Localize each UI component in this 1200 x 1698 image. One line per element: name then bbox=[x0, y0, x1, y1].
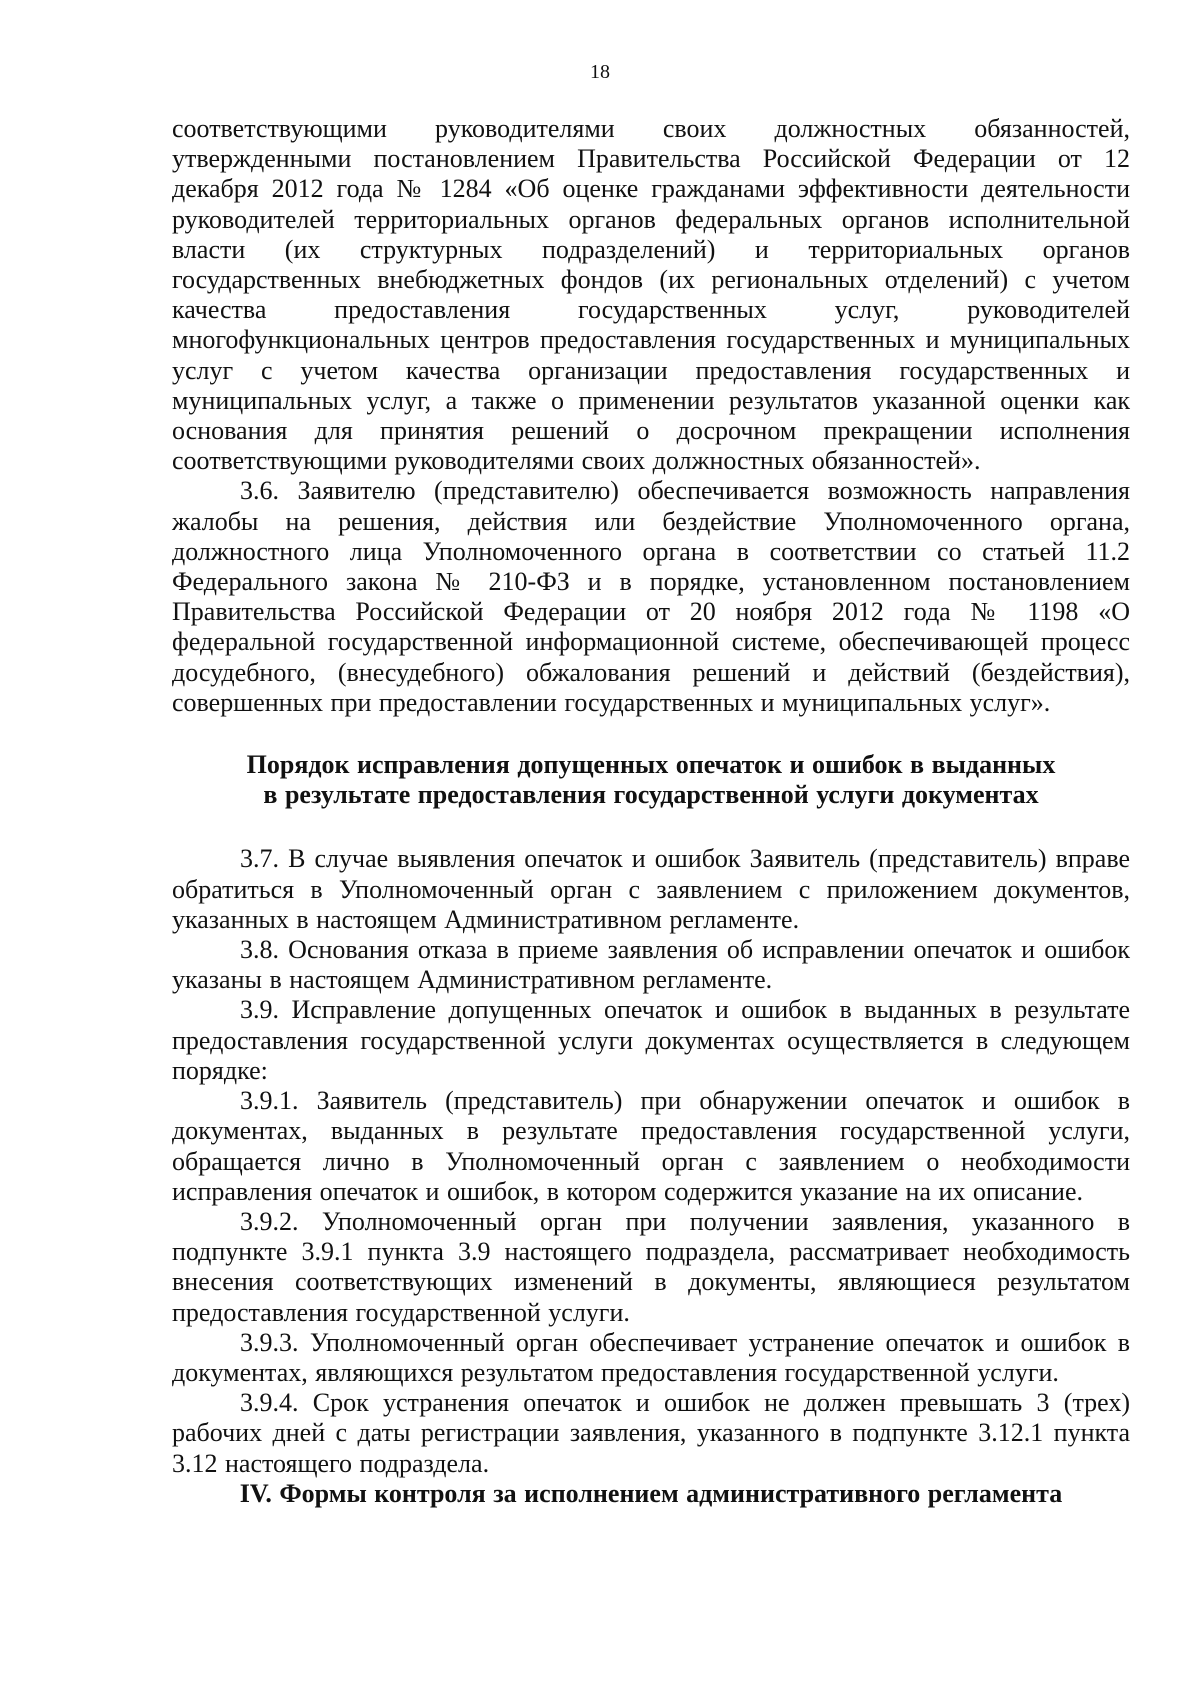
heading-line-1: Порядок исправления допущенных опечаток и ошибок в выданных bbox=[246, 750, 1056, 780]
paragraph-3-8: 3.8. Основания отказа в приеме заявления об исправлении опечаток и ошибок указаны в настоящем Административном регламенте. bbox=[172, 935, 1130, 995]
paragraph-3-9-1: 3.9.1. Заявитель (представитель) при обнаружении опечаток и ошибок в документах, выданных в результате предоставления государственной услуги, обращается лично в Уполномоченный орган с заявлением о необходимости исправления опечаток и ошибок, в котором содержится указание на их описание. bbox=[172, 1086, 1130, 1206]
paragraph-3-7: 3.7. В случае выявления опечаток и ошибок Заявитель (представитель) вправе обратиться в Уполномоченный орган с заявлением с приложением документов, указанных в настоящем Административном регламенте. bbox=[172, 844, 1130, 934]
paragraph-3-6: 3.6. Заявителю (представителю) обеспечивается возможность направления жалобы на решения, действия или бездействие Уполномоченного органа, должностного лица Уполномоченного органа в соответствии со статьей 11.2 Федерального закона № 210-ФЗ и в порядке, установленном постановлением Правительства Российской Федерации от 20 ноября 2012 года № 1198 «О федеральной государственной информационной системе, обеспечивающей процесс досудебного, (внесудебного) обжалования решений и действий (бездействия), совершенных при предоставлении государственных и муниципальных услуг». bbox=[172, 476, 1130, 717]
paragraph-3-9: 3.9. Исправление допущенных опечаток и ошибок в выданных в результате предоставления государственной услуги документах осуществляется в следующем порядке: bbox=[172, 995, 1130, 1085]
paragraph-continuation: соответствующими руководителями своих должностных обязанностей, утвержденными постановлением Правительства Российской Федерации от 12 декабря 2012 года № 1284 «Об оценке гражданами эффективности деятельности руководителей территориальных органов федеральных органов исполнительной власти (их структурных подразделений) и территориальных органов государственных внебюджетных фондов (их региональных отделений) с учетом качества предоставления государственных услуг, руководителей многофункциональных центров предоставления государственных и муниципальных услуг с учетом качества организации предоставления государственных и муниципальных услуг, а также о применении результатов указанной оценки как основания для принятия решений о досрочном прекращении исполнения соответствующими руководителями своих должностных обязанностей». bbox=[172, 114, 1130, 476]
section-heading-iv: IV. Формы контроля за исполнением административного регламента bbox=[239, 1478, 1063, 1508]
section-heading-corrections bbox=[172, 750, 1130, 810]
document-body bbox=[172, 114, 1130, 1509]
page-number: 18 bbox=[590, 61, 610, 83]
paragraph-3-9-3: 3.9.3. Уполномоченный орган обеспечивает устранение опечаток и ошибок в документах, являющихся результатом предоставления государственной услуги. bbox=[172, 1327, 1130, 1387]
paragraph-3-9-2: 3.9.2. Уполномоченный орган при получении заявления, указанного в подпункте 3.9.1 пункта 3.9 настоящего подраздела, рассматривает необходимость внесения соответствующих изменений в документы, являющиеся результатом предоставления государственной услуги. bbox=[172, 1206, 1130, 1327]
paragraph-3-9-4: 3.9.4. Срок устранения опечаток и ошибок не должен превышать 3 (трех) рабочих дней с даты регистрации заявления, указанного в подпункте 3.12.1 пункта 3.12 настоящего подраздела. bbox=[172, 1388, 1130, 1478]
heading-line-2: в результате предоставления государственной услуги документах bbox=[263, 780, 1039, 810]
